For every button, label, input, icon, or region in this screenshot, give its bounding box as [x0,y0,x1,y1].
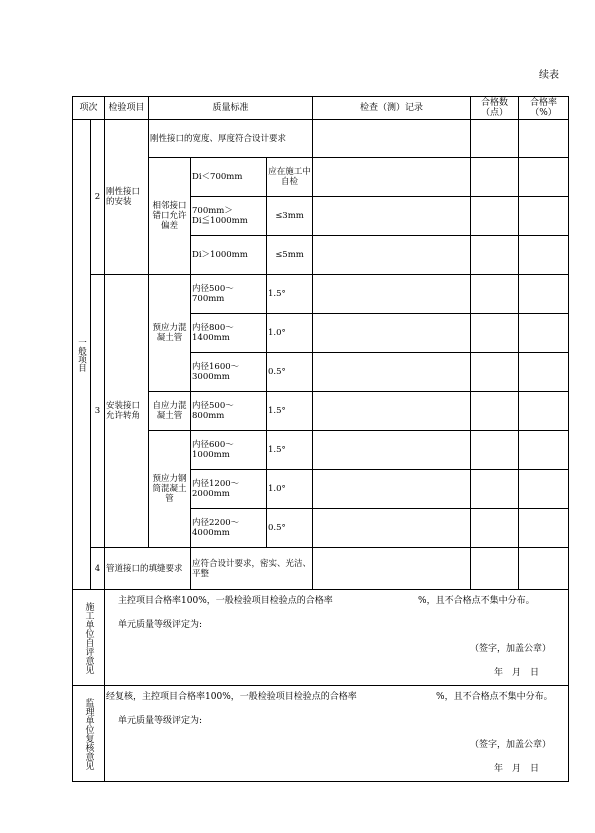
header-pass-count: 合格数（点） [471,97,519,120]
pass-count-cell[interactable] [471,158,519,197]
header-quality-standard: 质量标准 [149,97,313,120]
item-no: 4 [91,548,105,590]
limit-value: 1.5° [267,392,313,431]
pass-rate-cell[interactable] [519,548,569,590]
construction-sign: （签字，加盖公章） [470,644,552,654]
sub-item-name: 相邻接口错口允许偏差 [149,158,191,275]
record-cell[interactable] [313,470,471,509]
construction-opinion[interactable] [105,590,569,686]
category-cell [73,120,91,590]
condition-text: Di＞1000mm [191,236,267,275]
pass-count-cell[interactable] [471,470,519,509]
limit-value: 0.5° [267,509,313,548]
header-item-no: 项次 [73,97,105,120]
condition-text: 内径2200～4000mm [191,509,267,548]
pass-count-cell[interactable] [471,275,519,314]
condition-text: 内径500～800mm [191,392,267,431]
continued-label: 续表 [539,70,559,81]
pass-count-cell[interactable] [471,548,519,590]
construction-line1: 主控项目合格率100%，一般检验项目检验点的合格率 [118,596,333,606]
item-name: 安装接口允许转角 [105,275,149,548]
pass-rate-cell[interactable] [519,431,569,470]
record-cell[interactable] [313,236,471,275]
pass-rate-cell[interactable] [519,197,569,236]
pass-count-cell[interactable] [471,509,519,548]
header-row [73,97,569,120]
record-cell[interactable] [313,431,471,470]
limit-value: 0.5° [267,353,313,392]
limit-value: ≤5mm [267,236,313,275]
limit-value: ≤3mm [267,197,313,236]
construction-label-cell [73,590,105,686]
pass-rate-cell[interactable] [519,353,569,392]
supervision-sign: （签字，加盖公章） [470,740,552,750]
table-row [73,548,569,590]
pipe-group-name: 预应力混凝土管 [149,275,191,392]
record-cell[interactable] [313,197,471,236]
construction-line1-tail: %，且不合格点不集中分布。 [418,596,535,606]
header-pass-rate: 合格率（%） [519,97,569,120]
inspection-table [72,96,569,782]
condition-text: 内径800～1400mm [191,314,267,353]
pass-count-cell[interactable] [471,197,519,236]
condition-text: 内径600～1000mm [191,431,267,470]
pass-count-cell[interactable] [471,314,519,353]
standard-text: 刚性接口的宽度、厚度符合设计要求 [149,120,313,158]
supervision-line1-tail: %，且不合格点不集中分布。 [436,692,553,702]
item-no: 2 [91,120,105,275]
standard-text: 应符合设计要求，密实、光洁、平整 [191,548,313,590]
supervision-line1: 经复核，主控项目合格率100%，一般检验项目检验点的合格率 [106,692,357,702]
pass-rate-cell[interactable] [519,314,569,353]
item-no: 3 [91,275,105,548]
record-cell[interactable] [313,120,471,158]
condition-text: 700mm＞Di≦1000mm [191,197,267,236]
supervision-label-cell [73,686,105,782]
table-row [73,275,569,314]
supervision-line2: 单元质量等级评定为: [118,716,203,726]
record-cell[interactable] [313,392,471,431]
pass-rate-cell[interactable] [519,470,569,509]
supervision-label: 监理单位复核意见 [83,697,94,770]
record-cell[interactable] [313,275,471,314]
pass-rate-cell[interactable] [519,392,569,431]
limit-value: 应在施工中自检 [267,158,313,197]
pass-rate-cell[interactable] [519,120,569,158]
limit-value: 1.5° [267,275,313,314]
table-row [73,120,569,158]
record-cell[interactable] [313,158,471,197]
pass-rate-cell[interactable] [519,158,569,197]
pass-count-cell[interactable] [471,236,519,275]
limit-value: 1.0° [267,470,313,509]
supervision-opinion[interactable] [105,686,569,782]
pass-rate-cell[interactable] [519,275,569,314]
pass-count-cell[interactable] [471,431,519,470]
construction-label: 施工单位自评意见 [83,601,94,674]
header-record: 检查（测）记录 [313,97,471,120]
limit-value: 1.5° [267,431,313,470]
record-cell[interactable] [313,314,471,353]
category-label: 一般项目 [76,337,87,372]
limit-value: 1.0° [267,314,313,353]
condition-text: 内径1600～3000mm [191,353,267,392]
header-inspection-item: 检验项目 [105,97,149,120]
record-cell[interactable] [313,548,471,590]
item-name: 刚性接口的安装 [105,120,149,275]
construction-opinion-row [73,590,569,686]
construction-line2: 单元质量等级评定为: [118,620,203,630]
pass-count-cell[interactable] [471,392,519,431]
construction-date: 年 月 日 [494,668,540,678]
pipe-group-name: 预应力钢筒混凝土管 [149,431,191,548]
pass-count-cell[interactable] [471,120,519,158]
condition-text: Di＜700mm [191,158,267,197]
condition-text: 内径500～700mm [191,275,267,314]
supervision-opinion-row [73,686,569,782]
pass-count-cell[interactable] [471,353,519,392]
supervision-date: 年 月 日 [494,764,540,774]
condition-text: 内径1200～2000mm [191,470,267,509]
record-cell[interactable] [313,353,471,392]
item-name: 管道接口的填缝要求 [105,548,191,590]
pipe-group-name: 自应力混凝土管 [149,392,191,431]
pass-rate-cell[interactable] [519,236,569,275]
record-cell[interactable] [313,509,471,548]
pass-rate-cell[interactable] [519,509,569,548]
